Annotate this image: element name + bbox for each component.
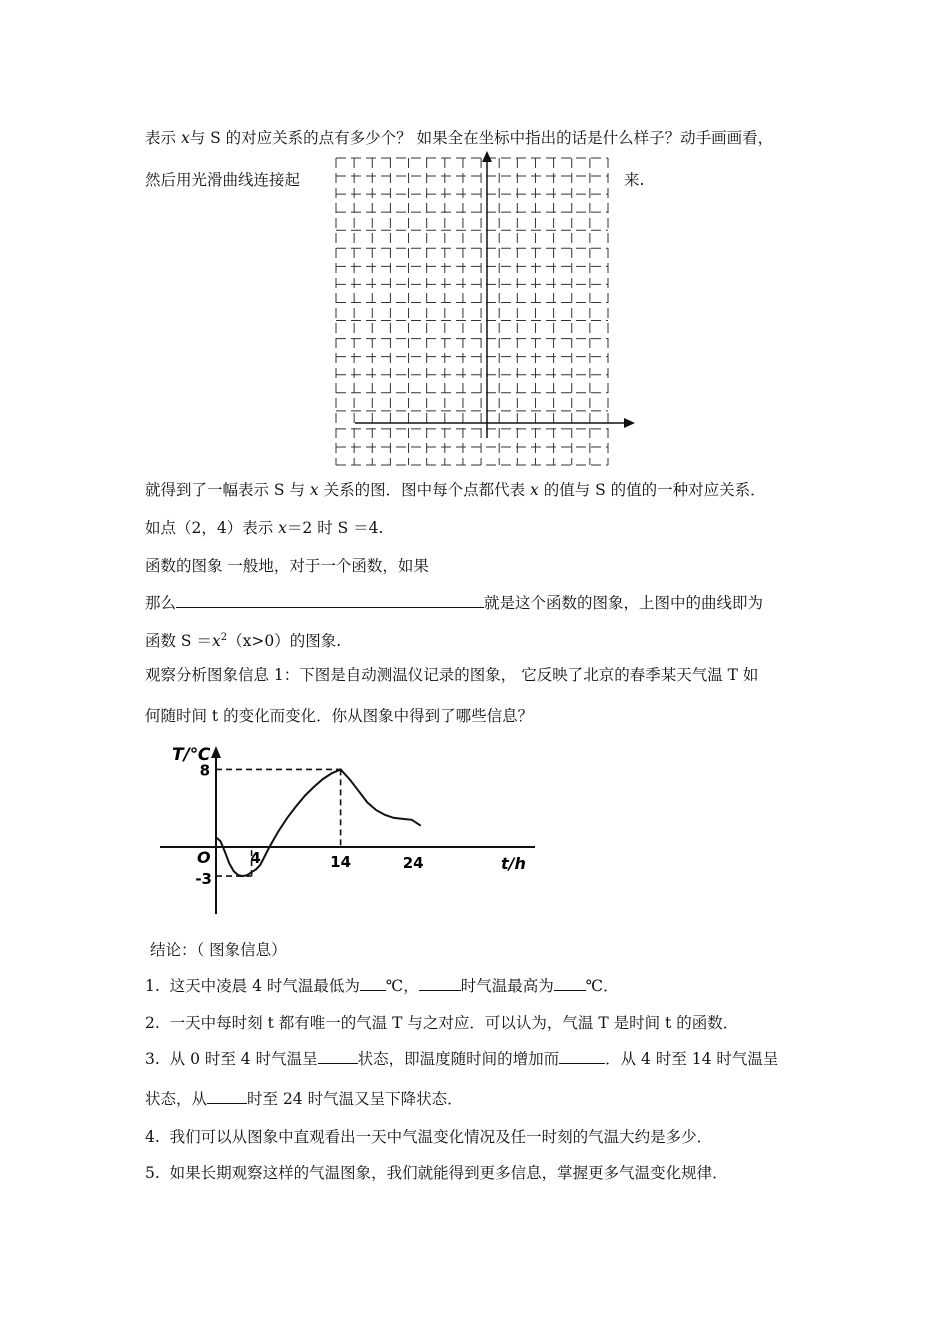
conclusion-item-2: 2. 一天中每时刻 t 都有唯一的气温 T 与之对应．可以认为，气温 T 是时间 t 的函数． (145, 1014, 739, 1032)
answer-blank[interactable] (176, 593, 484, 608)
answer-blank[interactable] (554, 976, 586, 991)
function-example-line: 函数 $S =x^2(x>0)$的图象. (145, 632, 342, 651)
temperature-chart (150, 738, 550, 918)
text-segment: 与 S 的对应关系的点有多少个？ 如果全在坐标中指出的话是什么样子？动手画画看， (189, 129, 774, 147)
y-axis-label: T/℃ (172, 745, 211, 765)
function-graph-fill-line: 那么 就是这个函数的图象，上图中的曲线即为 (145, 594, 764, 612)
x-tick-label: 24 (402, 854, 424, 872)
grid-question-line (145, 128, 773, 148)
graph-meaning-line: 就得到了一幅表示 S 与 x 关系的图．图中每个点都代表 x 的值与 S 的值的一种对应关系． (145, 481, 766, 499)
conclusion-heading: 结论：（ 图象信息） (150, 941, 287, 959)
observe-intro-line-2: 何随时间 t 的变化而变化．你从图象中得到了哪些信息？ (145, 707, 534, 725)
x-axis (355, 418, 635, 428)
observe-intro-line-1: 观察分析图象信息 1：下图是自动测温仪记录的图象， 它反映了北京的春季某天气温 T 如 (145, 666, 759, 684)
temperature-curve (216, 769, 421, 876)
variable-x: x (180, 129, 190, 147)
x-axis-arrow-icon (624, 418, 635, 428)
answer-blank[interactable] (318, 1049, 358, 1064)
answer-blank[interactable] (207, 1089, 247, 1104)
conclusion-item-3: 3. 从 0 时至 4 时气温呈 状态，即温度随时间的增加而 ．从 4 时至 14 时气温呈 (145, 1050, 779, 1068)
conclusion-item-5: 5. 如果长期观察这样的气温图象，我们就能得到更多信息，掌握更多气温变化规律． (145, 1164, 728, 1182)
conclusion-item-4: 4. 我们可以从图象中直观看出一天中气温变化情况及任一时刻的气温大约是多少． (145, 1128, 713, 1146)
answer-blank[interactable] (559, 1049, 605, 1064)
x-tick-label: 14 (330, 853, 352, 871)
x-axis-label: t/h (501, 854, 526, 873)
y-tick-label: -3 (195, 870, 212, 889)
answer-blank[interactable] (419, 976, 461, 991)
conclusion-item-3-continued: 状态，从 时至 24 时气温又呈下降状态． (145, 1090, 463, 1108)
answer-blank[interactable] (360, 976, 386, 991)
blank-coordinate-grid (330, 148, 640, 473)
origin-label: O (197, 848, 211, 867)
peak-guide-lines (216, 769, 341, 876)
temperature-axis-arrow-icon (211, 746, 221, 758)
text-segment: 表示 (145, 129, 181, 147)
x-tick-label: 4 (250, 849, 261, 867)
grid-lines (336, 158, 608, 465)
chart-axes (160, 746, 535, 914)
y-axis-arrow-icon (482, 151, 492, 162)
point-example-line: 如点（2，4）表示 x＝2 时 S ＝4. (145, 519, 384, 537)
grid-instruction-suffix: 来. (624, 171, 645, 189)
function-graph-definition: 函数的图象 一般地，对于一个函数，如果 (145, 557, 429, 575)
y-tick-label: 8 (199, 761, 210, 780)
grid-instruction-prefix: 然后用光滑曲线连接起 (145, 171, 301, 189)
conclusion-item-1: 1. 这天中凌晨 4 时气温最低为 ℃， 时气温最高为 ℃． (145, 977, 619, 995)
